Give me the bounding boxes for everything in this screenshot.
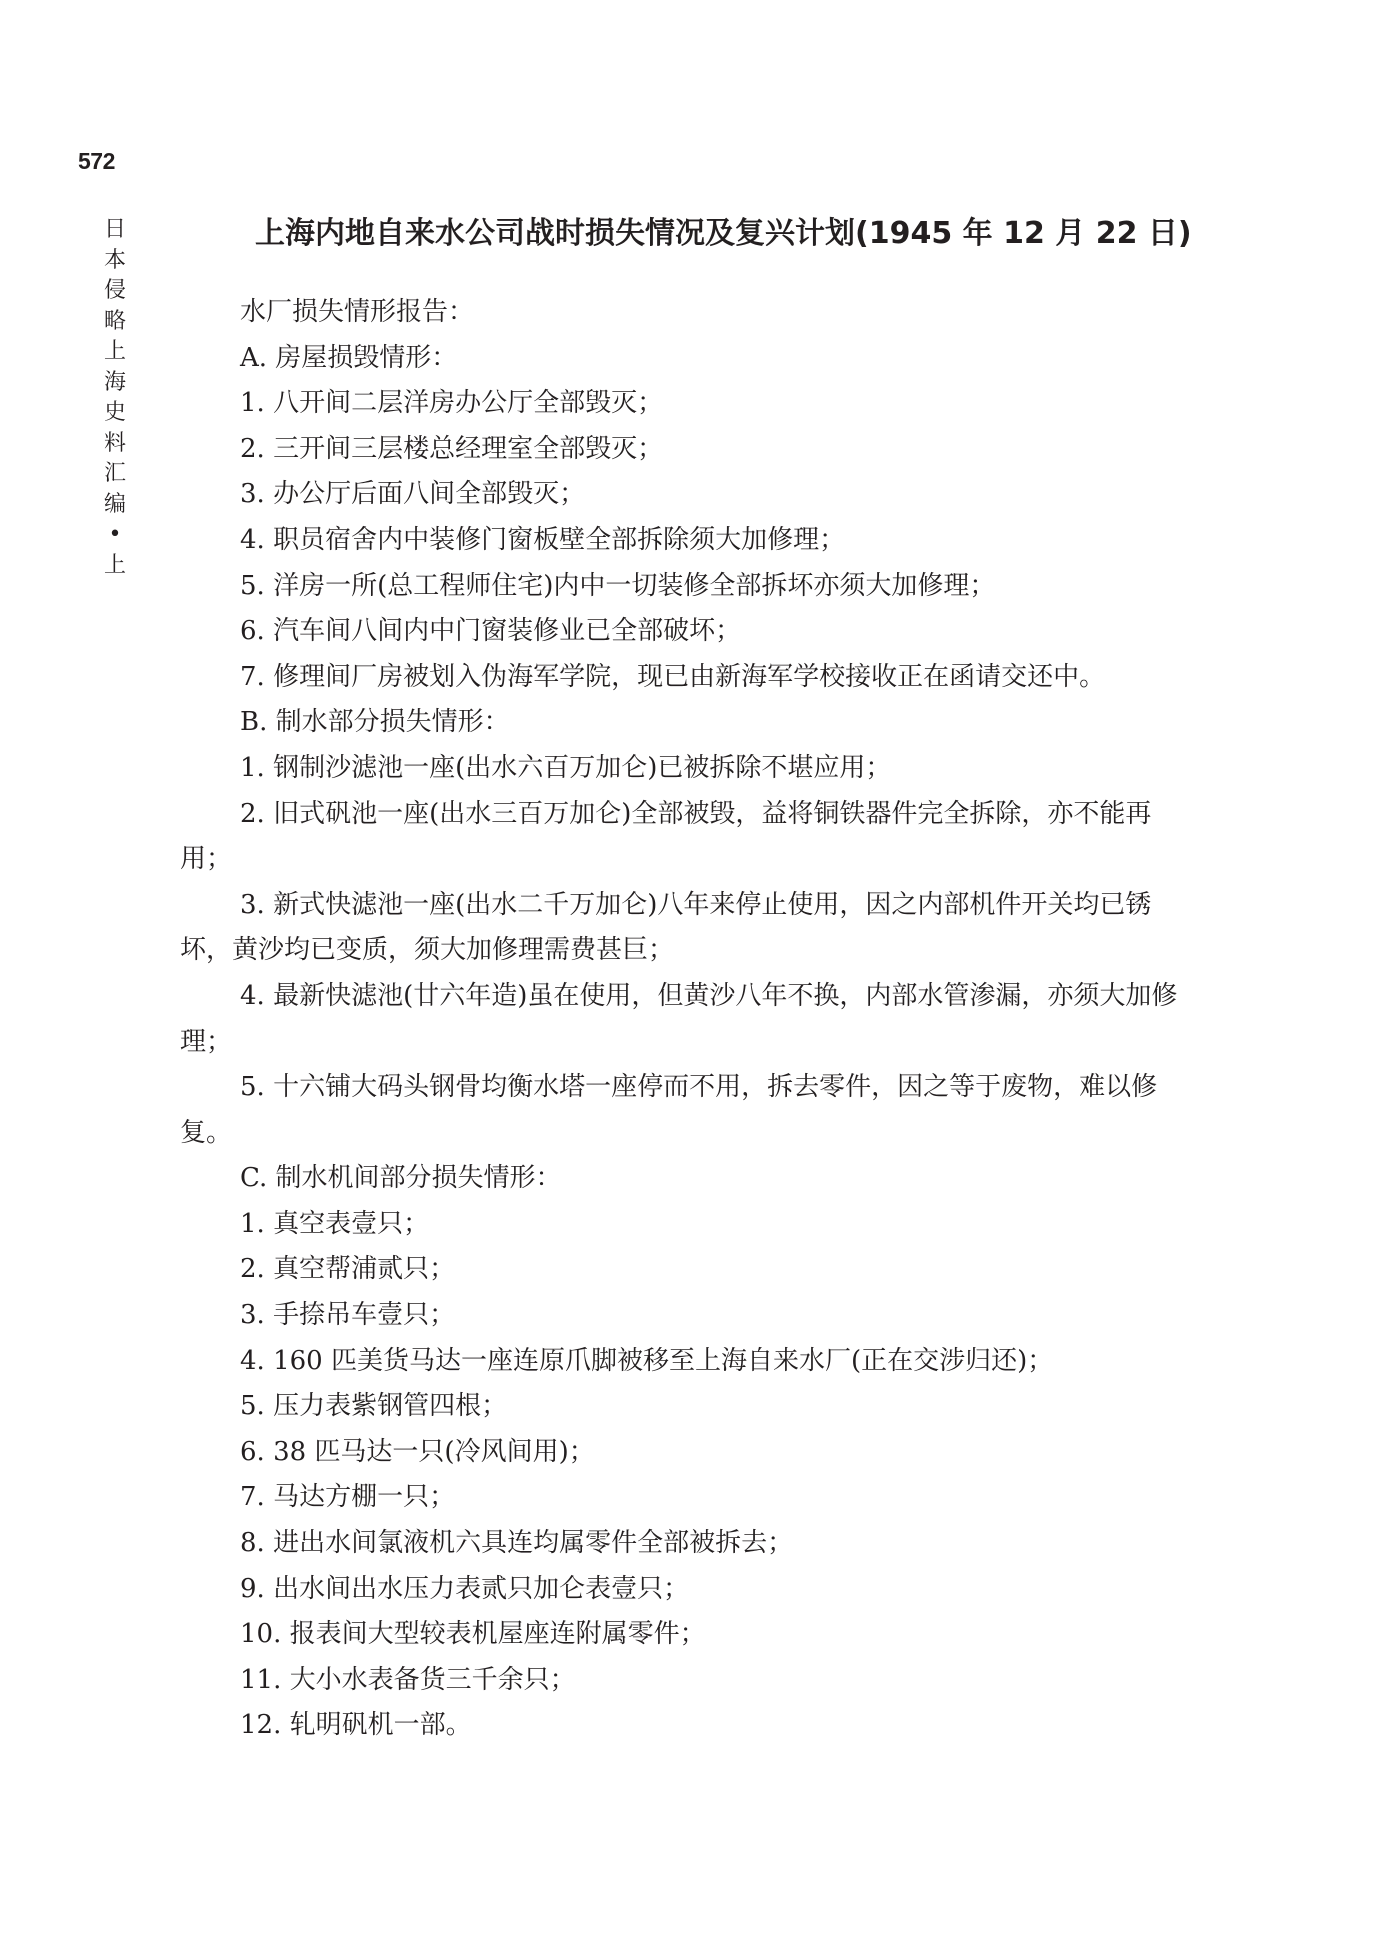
list-item: 4. 160 匹美货马达一座连原爪脚被移至上海自来水厂(正在交涉归还)； <box>240 1345 1054 1376</box>
list-item: 12. 轧明矾机一部。 <box>240 1710 472 1741</box>
paragraph: 水厂损失情形报告： <box>240 297 475 327</box>
running-head-char: 略 <box>103 308 126 334</box>
page-number: 572 <box>78 148 115 174</box>
list-item: 11. 大小水表备货三千余只； <box>240 1664 576 1695</box>
running-head-char: 料 <box>103 430 126 456</box>
running-head-char: 编 <box>103 491 126 517</box>
list-item: 8. 进出水间氯液机六具连均属零件全部被拆去； <box>240 1528 794 1559</box>
running-head-char: 上 <box>103 552 126 578</box>
running-head-char: 侵 <box>103 278 126 303</box>
list-item: 5. 十六铺大码头钢骨均衡水塔一座停而不用，拆去零件，因之等于废物，难以修复。 <box>180 1072 1158 1148</box>
running-head-char: 上 <box>103 339 126 364</box>
list-item: 2. 旧式矾池一座(出水三百万加仑)全部被毁，益将铜铁器件完全拆除，亦不能再用； <box>180 798 1152 875</box>
running-head-char: 史 <box>103 400 126 425</box>
list-item: 7. 修理间厂房被划入伪海军学院，现已由新海军学校接收正在函请交还中。 <box>240 661 1106 692</box>
running-head-char: 本 <box>103 247 126 273</box>
list-item: 2. 真空帮浦贰只； <box>240 1254 456 1285</box>
list-item: 3. 新式快滤池一座(出水二千万加仑)八年来停止使用，因之内部机件开关均已锈坏，黄沙均已变质，须大加修理需费甚巨； <box>180 889 1152 966</box>
list-item: 3. 办公厅后面八间全部毁灭； <box>240 479 586 510</box>
list-item: 5. 压力表紫钢管四根； <box>240 1391 508 1422</box>
running-head-char: 汇 <box>103 461 126 486</box>
list-item: 1. 钢制沙滤池一座(出水六百万加仑)已被拆除不堪应用； <box>240 752 892 783</box>
document-title: 上海内地自来水公司战时损失情况及复兴计划(1945 年 12 月 22 日) <box>255 216 1192 251</box>
running-head-char: 日 <box>103 217 126 242</box>
list-item: 9. 出水间出水压力表贰只加仑表壹只； <box>240 1573 690 1604</box>
list-item: 6. 汽车间八间内中门窗装修业已全部破坏； <box>240 616 742 647</box>
running-head <box>100 215 130 581</box>
section-heading-b: B. 制水部分损失情形： <box>240 707 510 738</box>
section-heading-a: A. 房屋损毁情形： <box>240 342 458 373</box>
running-head-char: 海 <box>103 369 126 395</box>
list-item: 7. 马达方棚一只； <box>240 1482 456 1513</box>
list-item: 4. 职员宿舍内中装修门窗板壁全部拆除须大加修理； <box>240 524 846 555</box>
list-item: 5. 洋房一所(总工程师住宅)内中一切装修全部拆坏亦须大加修理； <box>240 570 996 601</box>
list-item: 1. 真空表壹只； <box>240 1208 430 1239</box>
list-item: 1. 八开间二层洋房办公厅全部毁灭； <box>240 388 664 419</box>
running-head-char: • <box>108 522 122 547</box>
document-body <box>180 290 1200 1749</box>
list-item: 6. 38 匹马达一只(冷风间用)； <box>240 1436 595 1467</box>
list-item: 10. 报表间大型较表机屋座连附属零件； <box>240 1619 706 1650</box>
list-item: 4. 最新快滤池(廿六年造)虽在使用，但黄沙八年不换，内部水管渗漏，亦须大加修理； <box>180 980 1178 1057</box>
list-item: 2. 三开间三层楼总经理室全部毁灭； <box>240 433 664 464</box>
list-item: 3. 手捺吊车壹只； <box>240 1300 456 1331</box>
section-heading-c: C. 制水机间部分损失情形： <box>240 1163 562 1194</box>
